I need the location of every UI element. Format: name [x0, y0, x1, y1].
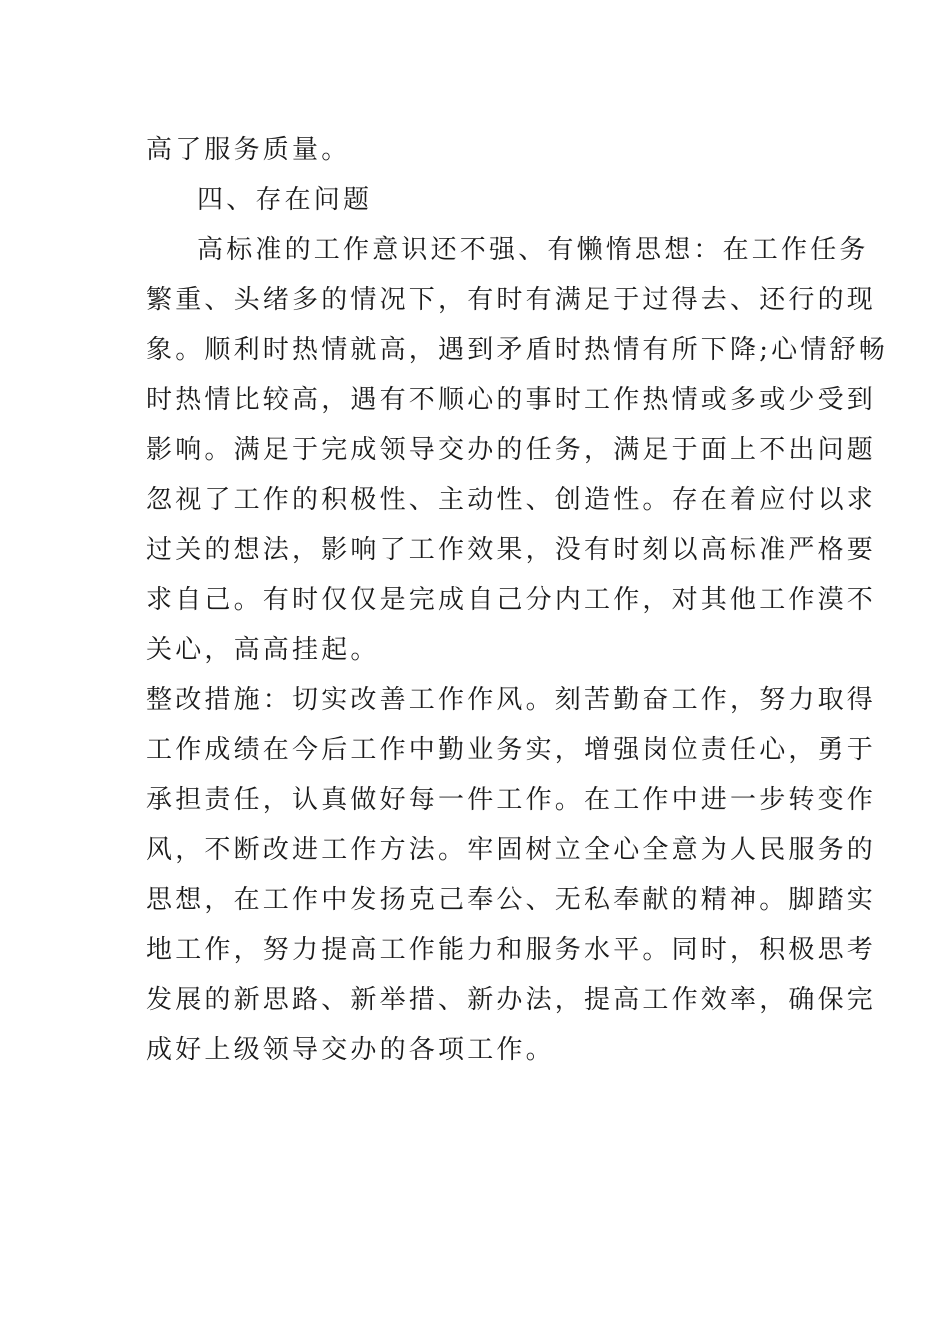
- text-line-19: 成好上级领导交办的各项工作。: [146, 1035, 555, 1065]
- text-line-5: 象。顺利时热情就高，遇到矛盾时热情有所下降;心情舒畅: [146, 335, 888, 365]
- text-line-10: 求自己。有时仅仅是完成自己分内工作，对其他工作漠不: [146, 585, 877, 615]
- text-line-16: 思想，在工作中发扬克己奉公、无私奉献的精神。脚踏实: [146, 885, 877, 915]
- text-line-18: 发展的新思路、新举措、新办法，提高工作效率，确保完: [146, 985, 877, 1015]
- text-line-8: 忽视了工作的积极性、主动性、创造性。存在着应付以求: [146, 485, 877, 515]
- text-line-6: 时热情比较高，遇有不顺心的事时工作热情或多或少受到: [146, 385, 877, 415]
- text-line-3: 高标准的工作意识还不强、有懒惰思想：在工作任务: [197, 235, 869, 265]
- text-line-17: 地工作，努力提高工作能力和服务水平。同时，积极思考: [146, 935, 877, 965]
- text-line-7: 影响。满足于完成领导交办的任务，满足于面上不出问题: [146, 435, 877, 465]
- text-line-15: 风，不断改进工作方法。牢固树立全心全意为人民服务的: [146, 835, 877, 865]
- section-heading-problems: 四、存在问题: [197, 185, 373, 215]
- text-line-12: 整改措施：切实改善工作作风。刻苦勤奋工作，努力取得: [146, 685, 877, 715]
- text-line-13: 工作成绩在今后工作中勤业务实，增强岗位责任心，勇于: [146, 735, 877, 765]
- text-line-14: 承担责任，认真做好每一件工作。在工作中进一步转变作: [146, 785, 877, 815]
- text-line-9: 过关的想法，影响了工作效果，没有时刻以高标准严格要: [146, 535, 877, 565]
- text-line-1: 高了服务质量。: [146, 135, 351, 165]
- text-line-4: 繁重、头绪多的情况下，有时有满足于过得去、还行的现: [146, 285, 877, 315]
- text-line-11: 关心，高高挂起。: [146, 635, 380, 665]
